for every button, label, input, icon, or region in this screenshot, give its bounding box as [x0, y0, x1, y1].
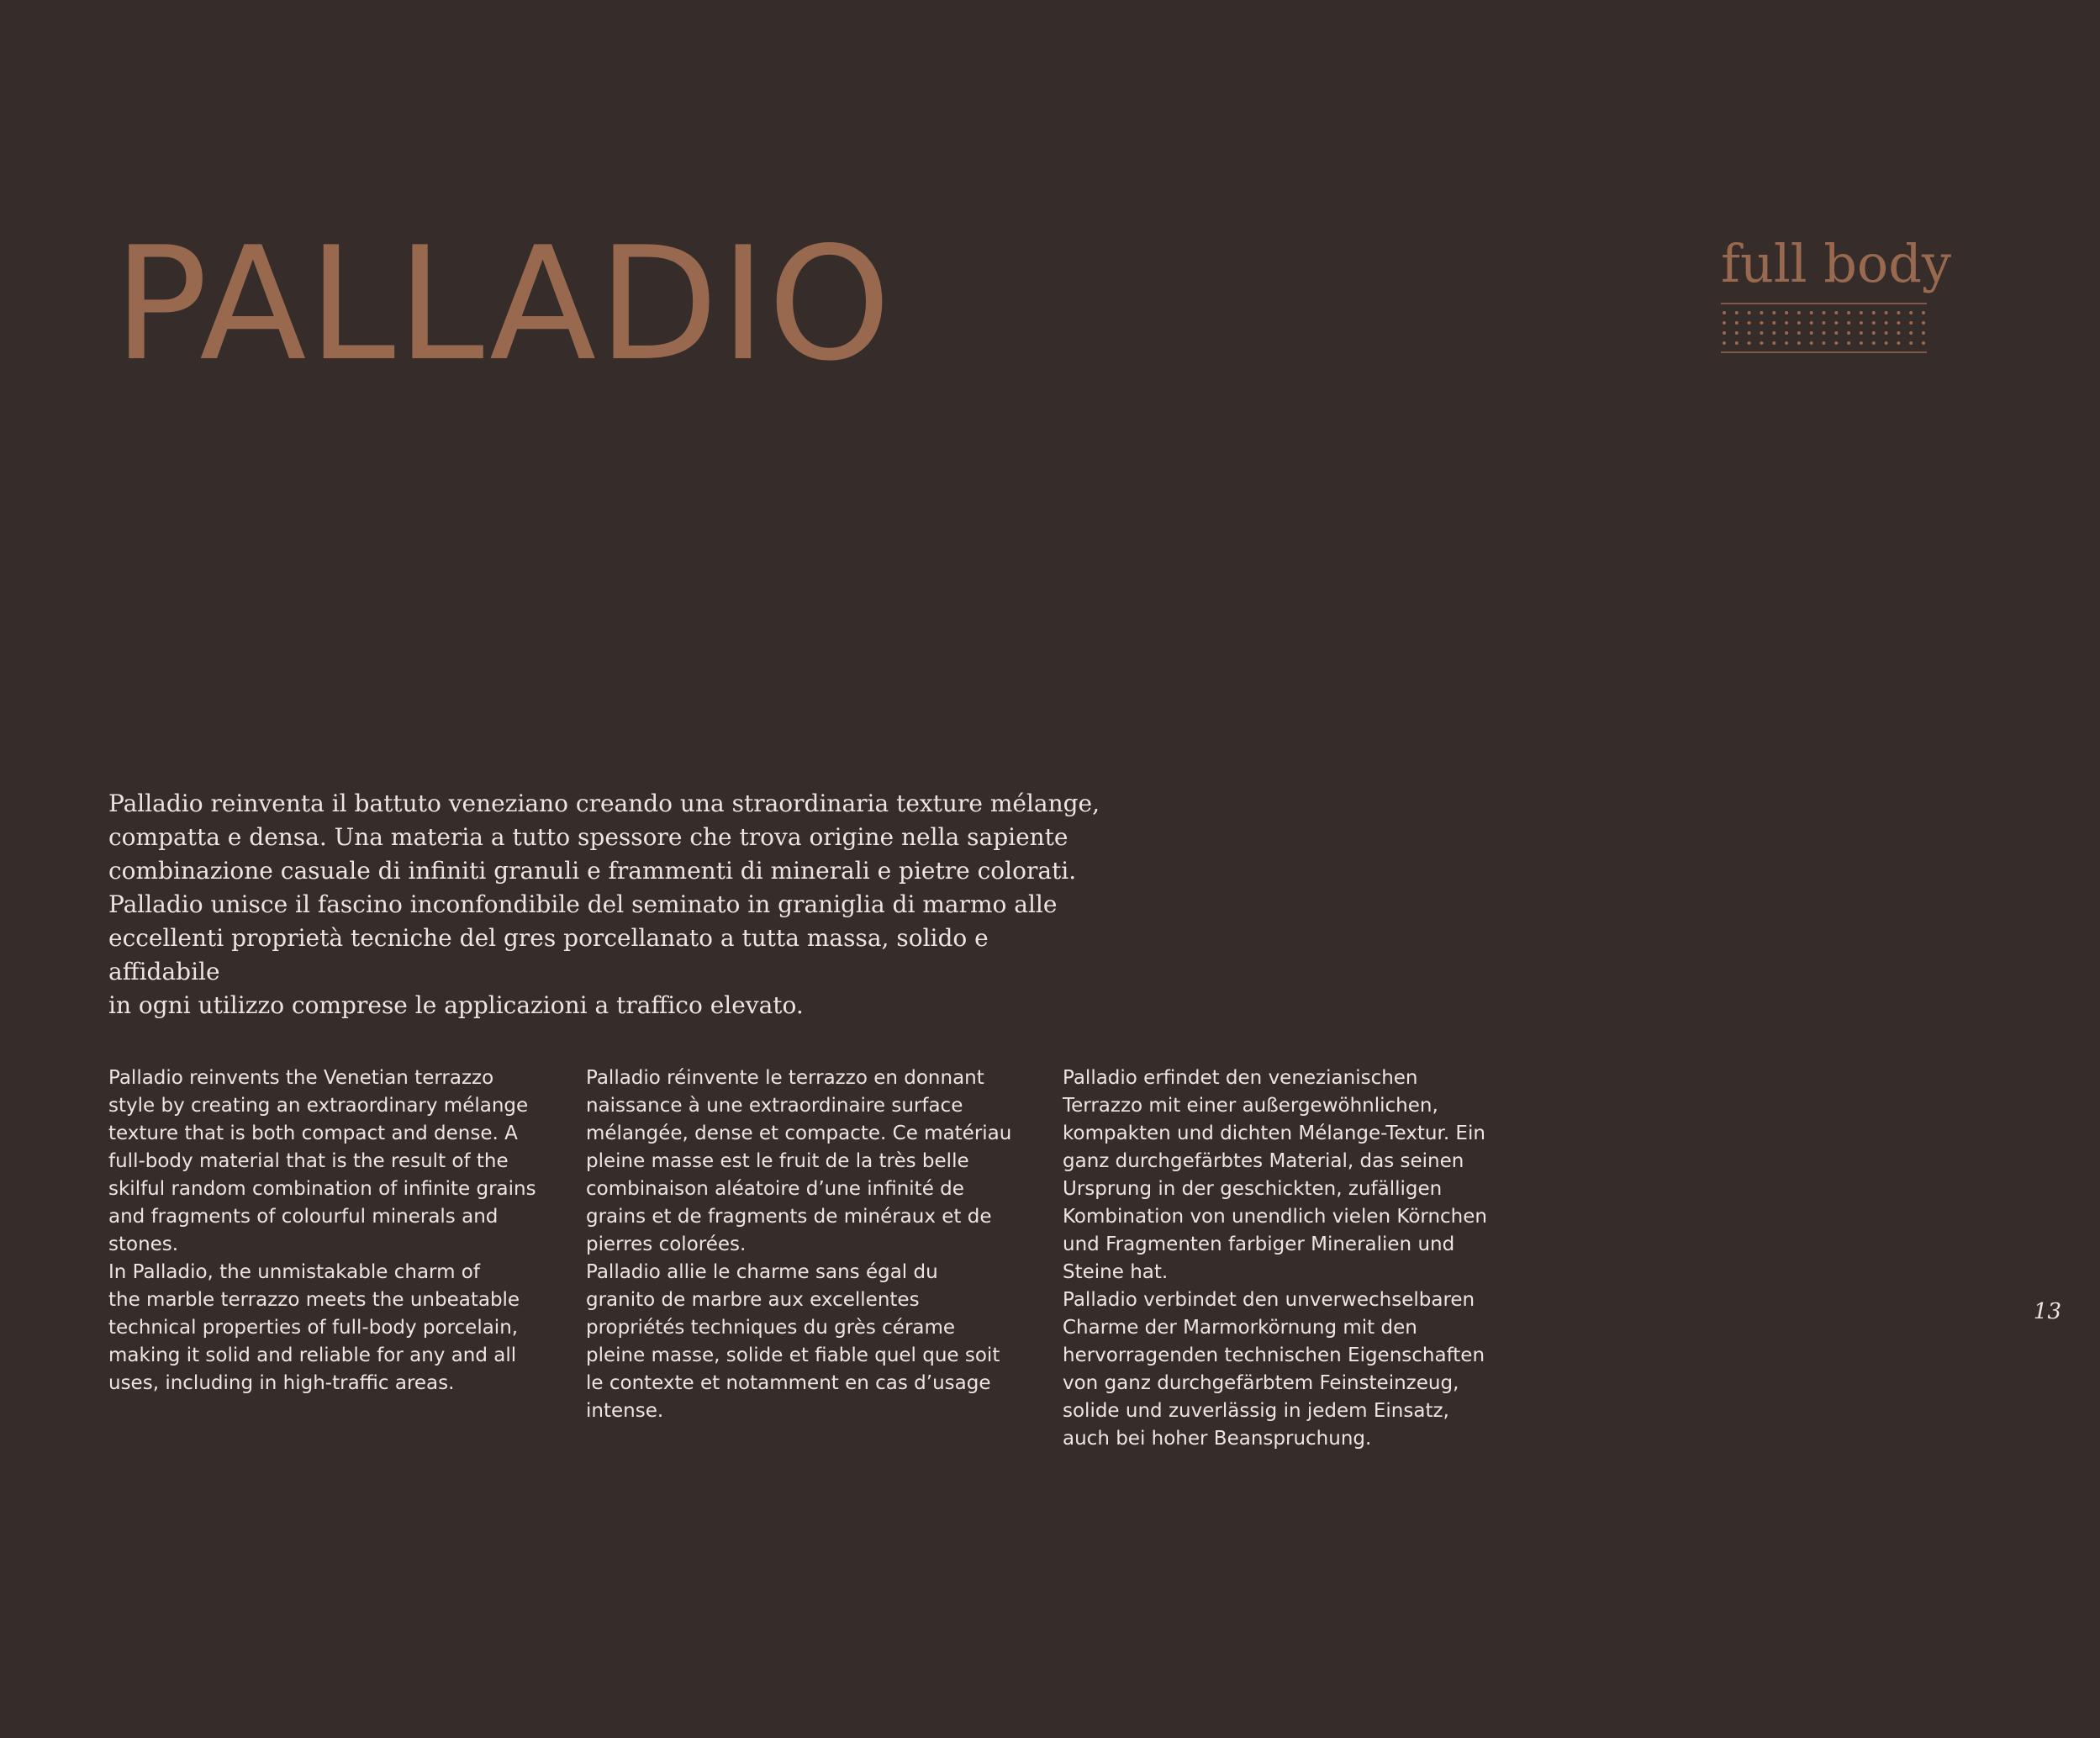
badge-dot	[1885, 311, 1888, 314]
badge-dot	[1772, 341, 1776, 345]
badge-dot	[1785, 331, 1788, 335]
badge-dot	[1760, 311, 1763, 314]
badge-dot	[1872, 341, 1876, 345]
badge-dot	[1810, 321, 1813, 325]
badge-dot	[1872, 311, 1876, 314]
text-column-german: Palladio erfindet den venezianischen Terrazzo mit einer außergewöhnlichen, kompakten und dichten Mélange-Textur. Ein ganz durchgefärbtes Material, das seinen Ursprung in der geschickten, zufälligen Kombination von unendlich vielen Körnchen und Fragmenten farbiger Mineralien und Steine hat. Palladio verbindet den unverwechselbaren Charme der Marmorkörnung mit den hervorragenden technischen Eigenschaften von ganz durchgefärbtem Feinsteinzeug, solide und zuverlässig in jedem Einsatz, auch bei hoher Beanspruchung.	[1063, 1067, 1487, 1450]
badge-dot	[1823, 331, 1826, 335]
badge-dot	[1760, 331, 1763, 335]
badge-dot	[1735, 311, 1739, 314]
badge-dot	[1922, 341, 1925, 345]
badge-dot	[1897, 311, 1900, 314]
badge-dot	[1797, 311, 1801, 314]
badge-dot	[1872, 321, 1876, 325]
badge-dot	[1834, 331, 1838, 335]
badge-dot	[1797, 321, 1801, 325]
badge-dot	[1810, 311, 1813, 314]
badge-dot	[1785, 321, 1788, 325]
badge-dot	[1909, 331, 1913, 335]
badge-dot	[1723, 331, 1726, 335]
page-number: 13	[2033, 1299, 2061, 1324]
badge-dot	[1772, 321, 1776, 325]
badge-dot	[1885, 321, 1888, 325]
badge-dot	[1735, 321, 1739, 325]
badge-dot	[1760, 321, 1763, 325]
badge-dot	[1860, 331, 1863, 335]
badge-dot	[1748, 341, 1751, 345]
badge-dot	[1785, 311, 1788, 314]
badge-dot	[1847, 311, 1850, 314]
page-title: PALLADIO	[113, 213, 893, 395]
badge-dot	[1922, 311, 1925, 314]
full-body-badge	[1721, 233, 1951, 353]
badge-dot	[1872, 331, 1876, 335]
intro-italian: Palladio reinventa il battuto veneziano creando una straordinaria texture mélange, compatta e densa. Una materia a tutto spessore che trova origine nella sapiente combinazione casuale di infiniti granuli e frammenti di minerali e pietre colorati. Palladio unisce il fascino inconfondibile del seminato in graniglia di marmo alle eccellenti proprietà tecniche del gres porcellanato a tutta massa, solido e affidabile in ogni utilizzo comprese le applicazioni a traffico elevato.	[108, 790, 1100, 1019]
badge-dot	[1735, 331, 1739, 335]
badge-dot	[1748, 331, 1751, 335]
badge-dot	[1885, 331, 1888, 335]
badge-dot	[1909, 321, 1913, 325]
badge-dot	[1909, 311, 1913, 314]
badge-dot	[1823, 311, 1826, 314]
badge-dot	[1922, 321, 1925, 325]
badge-dot	[1847, 321, 1850, 325]
badge-dot	[1823, 321, 1826, 325]
badge-dot	[1723, 341, 1726, 345]
badge-dot	[1885, 341, 1888, 345]
badge-label: full body	[1721, 233, 1951, 294]
badge-dot	[1860, 341, 1863, 345]
badge-dot	[1860, 321, 1863, 325]
badge-dot	[1897, 321, 1900, 325]
badge-dot	[1797, 331, 1801, 335]
badge-dot	[1834, 321, 1838, 325]
badge-dot	[1760, 341, 1763, 345]
badge-dot	[1748, 311, 1751, 314]
badge-dot	[1723, 321, 1726, 325]
badge-dot	[1897, 341, 1900, 345]
text-column-english: Palladio reinvents the Venetian terrazzo style by creating an extraordinary mélange texture that is both compact and dense. A full-body material that is the result of the skilful random combination of infinite grains and fragments of colourful minerals and stones. In Palladio, the unmistakable charm of the marble terrazzo meets the unbeatable technical properties of full-body porcelain, making it solid and reliable for any and all uses, including in high-traffic areas.	[108, 1067, 536, 1394]
badge-dot	[1909, 341, 1913, 345]
badge-dot	[1834, 311, 1838, 314]
badge-dot	[1723, 311, 1726, 314]
badge-dot	[1797, 341, 1801, 345]
badge-dot	[1785, 341, 1788, 345]
badge-dot	[1834, 341, 1838, 345]
badge-dot	[1847, 341, 1850, 345]
badge-dot	[1823, 341, 1826, 345]
badge-dot	[1897, 331, 1900, 335]
dotted-pattern-icon	[1721, 303, 1927, 353]
badge-dot	[1847, 331, 1850, 335]
badge-dot	[1860, 311, 1863, 314]
badge-dot	[1922, 331, 1925, 335]
badge-dot	[1772, 331, 1776, 335]
badge-dot	[1735, 341, 1739, 345]
badge-dot	[1772, 311, 1776, 314]
text-column-french: Palladio réinvente le terrazzo en donnant naissance à une extraordinaire surface mélangée, dense et compacte. Ce matériau pleine masse est le fruit de la très belle combinaison aléatoire d’une infinité de grains et de fragments de minéraux et de pierres colorées. Palladio allie le charme sans égal du granito de marbre aux excellentes propriétés techniques du grès cérame pleine masse, solide et fiable quel que soit le contexte et notamment en cas d’usage intense.	[586, 1067, 1012, 1422]
badge-dot	[1810, 341, 1813, 345]
badge-dot	[1810, 331, 1813, 335]
badge-dot	[1748, 321, 1751, 325]
